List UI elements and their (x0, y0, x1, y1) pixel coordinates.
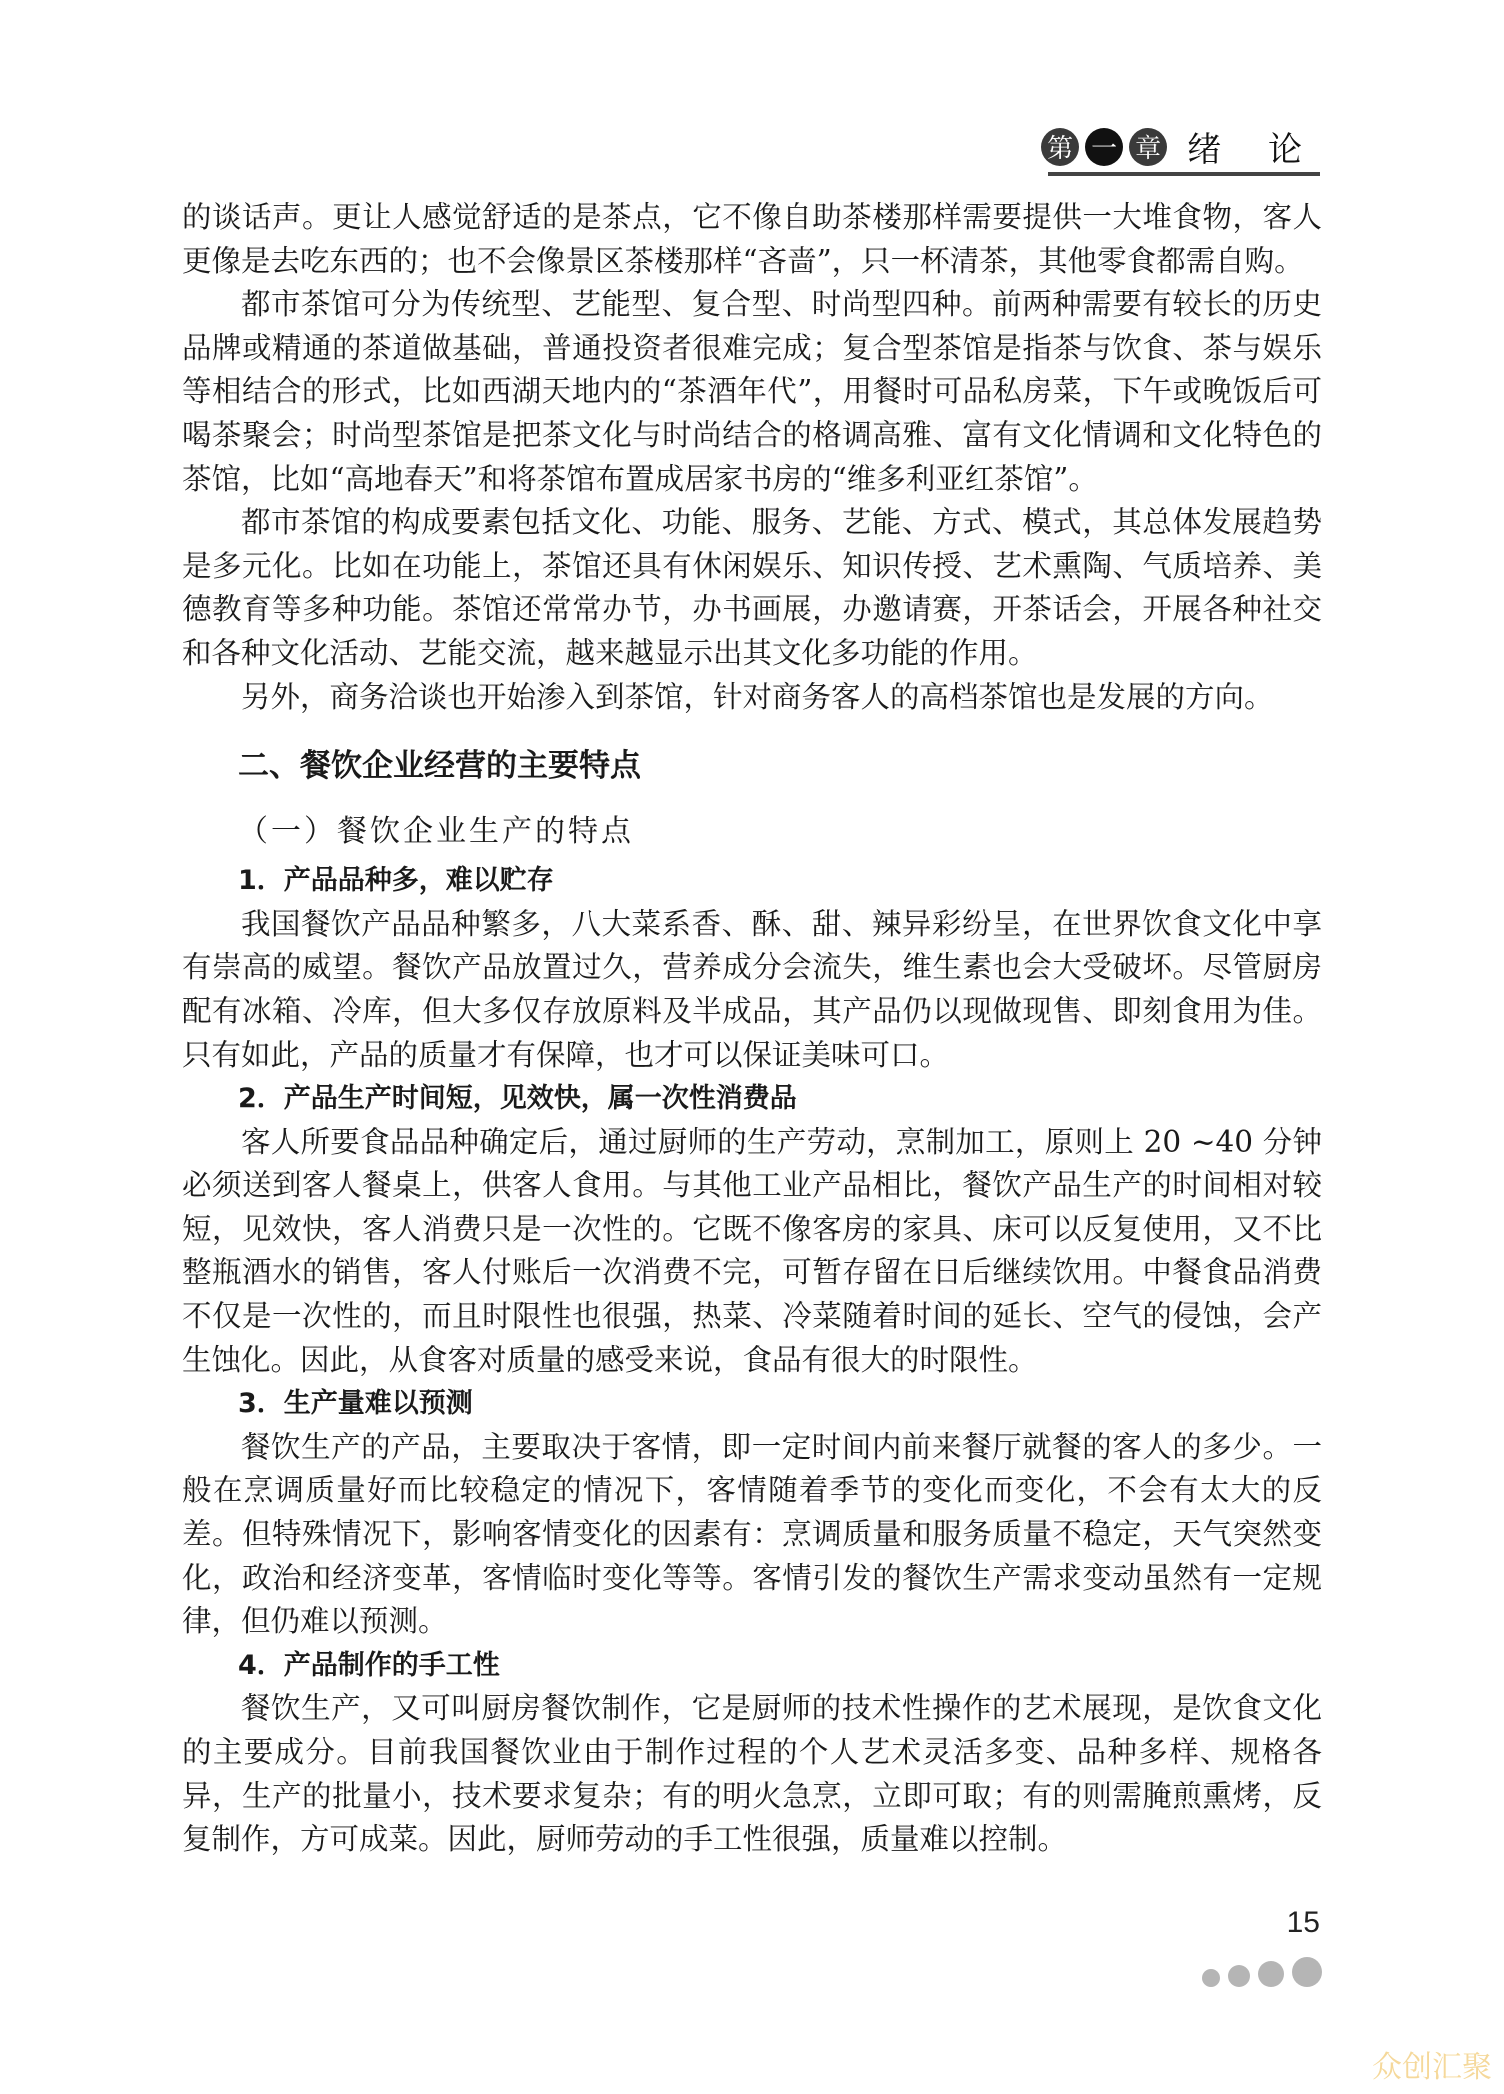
running-header (1041, 122, 1320, 171)
point-heading: 3．生产量难以预测 (238, 1388, 473, 1420)
page-dots-decoration (1202, 1957, 1322, 1987)
body-paragraph: 餐饮生产的产品，主要取决于客情，即一定时间内前来餐厅就餐的客人的多少。一般在烹调质量好而比较稳定的情况下，客情随着季节的变化而变化，不会有太大的反差。但特殊情况下，影响客情变化的因素有：烹调质量和服务质量不稳定，天气突然变化，政治和经济变革，客情临时变化等等。客情引发的餐饮生产需求变动虽然有一定规律，但仍难以预测。 (182, 1429, 1322, 1639)
page-body (182, 196, 1322, 1862)
chapter-title: 绪 论 (1187, 130, 1320, 170)
decor-dot (1202, 1969, 1220, 1987)
decor-dot (1228, 1965, 1250, 1987)
body-paragraph: 都市茶馆的构成要素包括文化、功能、服务、艺能、方式、模式，其总体发展趋势是多元化。比如在功能上，茶馆还具有休闲娱乐、知识传授、艺术熏陶、气质培养、美德教育等多种功能。茶馆还常常办节，办书画展，办邀请赛，开茶话会，开展各种社交和各种文化活动、艺能交流，越来越显示出其文化多功能的作用。 (182, 505, 1322, 670)
subsection-heading: （一）餐饮企业生产的特点 (238, 814, 634, 850)
body-paragraph: 另外，商务洽谈也开始渗入到茶馆，针对商务客人的高档茶馆也是发展的方向。 (241, 679, 1274, 714)
body-paragraph: 客人所要食品品种确定后，通过厨师的生产劳动，烹制加工，原则上 20 ~40 分钟必须送到客人餐桌上，供客人食用。与其他工业产品相比，餐饮产品生产的时间相对较短，见效快，客人消费只是一次性的。它既不像客房的家具、床可以反复使用，又不比整瓶酒水的销售，客人付账后一次消费不完，可暂存留在日后继续饮用。中餐食品消费不仅是一次性的，而且时限性也很强，热菜、冷菜随着时间的延长、空气的侵蚀，会产生蚀化。因此，从食客对质量的感受来说，食品有很大的时限性。 (182, 1124, 1322, 1377)
decor-dot (1292, 1957, 1322, 1987)
chapter-number-badge: 一 (1085, 128, 1123, 166)
page-number: 15 (1286, 1906, 1320, 1939)
body-paragraph: 我国餐饮产品品种繁多，八大菜系香、酥、甜、辣异彩纷呈，在世界饮食文化中享有崇高的威望。餐饮产品放置过久，营养成分会流失，维生素也会大受破坏。尽管厨房配有冰箱、冷库，但大多仅存放原料及半成品，其产品仍以现做现售、即刻食用为佳。只有如此，产品的质量才有保障，也才可以保证美味可口。 (182, 906, 1322, 1072)
chapter-suffix-badge: 章 (1129, 128, 1167, 166)
point-heading: 2．产品生产时间短，见效快，属一次性消费品 (238, 1083, 797, 1115)
body-paragraph: 餐饮生产，又可叫厨房餐饮制作，它是厨师的技术性操作的艺术展现，是饮食文化的主要成分。目前我国餐饮业由于制作过程的个人艺术灵活多变、品种多样、规格各异，生产的批量小，技术要求复杂；有的明火急烹，立即可取；有的则需腌煎熏烤，反复制作，方可成菜。因此，厨师劳动的手工性很强，质量难以控制。 (182, 1691, 1322, 1857)
decor-dot (1258, 1961, 1284, 1987)
point-heading: 1．产品品种多，难以贮存 (238, 865, 554, 897)
body-paragraph: 的谈话声。更让人感觉舒适的是茶点，它不像自助茶楼那样需要提供一大堆食物，客人更像是去吃东西的；也不会像景区茶楼那样“吝啬”，只一杯清茶，其他零食都需自购。 (182, 200, 1322, 278)
header-rule (1048, 172, 1320, 176)
point-heading: 4．产品制作的手工性 (238, 1649, 500, 1681)
watermark: 众创汇聚 (1372, 2050, 1492, 2085)
chapter-prefix-badge: 第 (1041, 128, 1079, 166)
section-heading: 二、餐饮企业经营的主要特点 (238, 748, 641, 785)
body-paragraph: 都市茶馆可分为传统型、艺能型、复合型、时尚型四种。前两种需要有较长的历史品牌或精通的茶道做基础，普通投资者很难完成；复合型茶馆是指茶与饮食、茶与娱乐等相结合的形式，比如西湖天地内的“茶酒年代”，用餐时可品私房菜，下午或晚饭后可喝茶聚会；时尚型茶馆是把茶文化与时尚结合的格调高雅、富有文化情调和文化特色的茶馆，比如“高地春天”和将茶馆布置成居家书房的“维多利亚红茶馆”。 (182, 287, 1322, 496)
